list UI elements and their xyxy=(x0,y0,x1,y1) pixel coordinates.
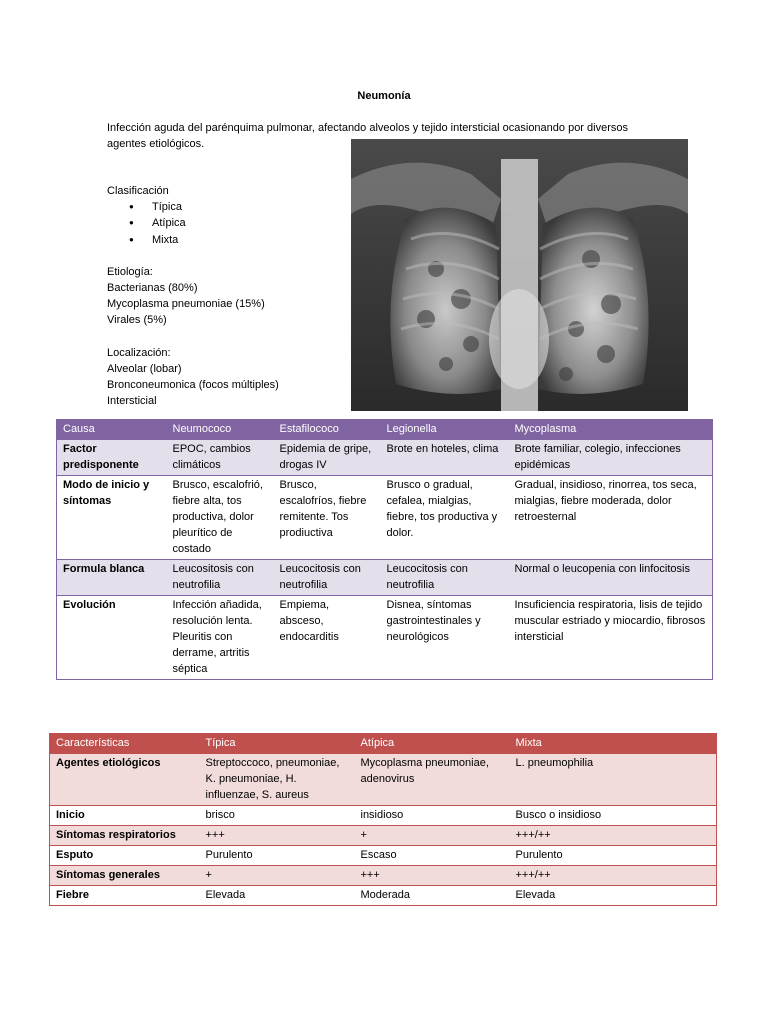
row-header: Síntomas generales xyxy=(50,866,200,886)
localizacion-line: Intersticial xyxy=(107,395,157,408)
localizacion-line: Bronconeumonica (focos múltiples) xyxy=(107,379,279,392)
table-cell: Escaso xyxy=(355,846,510,866)
row-header: Inicio xyxy=(50,806,200,826)
column-header: Causa xyxy=(57,420,167,440)
table-cell: Disnea, síntomas gastrointestinales y neurológicos xyxy=(381,596,509,680)
clasificacion-heading: Clasificación xyxy=(107,185,169,197)
table-cell: Infección añadida, resolución lenta. Pleuritis con derrame, artritis séptica xyxy=(167,596,274,680)
column-header: Neumococo xyxy=(167,420,274,440)
table-row xyxy=(50,886,717,906)
table-cell: Brusco o gradual, cefalea, mialgias, fiebre, tos productiva y dolor. xyxy=(381,476,509,560)
localizacion-heading: Localización: xyxy=(107,346,171,359)
table-cell: + xyxy=(355,826,510,846)
table-cell: Empiema, absceso, endocarditis xyxy=(274,596,381,680)
list-item: ● Típica xyxy=(107,199,352,215)
etiologia-line: Virales (5%) xyxy=(107,314,167,327)
table-cell: +++ xyxy=(355,866,510,886)
etiologia-heading: Etiología: xyxy=(107,265,153,278)
table-cell: Leucocitosis con neutrofilia xyxy=(274,560,381,596)
page-title: Neumonía xyxy=(357,90,411,102)
table-cell: Streptoccoco, pneumoniae, K. pneumoniae, H. influenzae, S. aureus xyxy=(200,754,355,806)
table-row xyxy=(57,596,713,680)
column-header: Mycoplasma xyxy=(509,420,713,440)
row-header: Evolución xyxy=(57,596,167,680)
chest-xray-image xyxy=(351,139,688,411)
table-row xyxy=(57,440,713,476)
localizacion-line: Alveolar (lobar) xyxy=(107,362,182,375)
table-row xyxy=(50,866,717,886)
table-cell: Gradual, insidioso, rinorrea, tos seca, mialgias, fiebre moderada, dolor retroesternal xyxy=(509,476,713,560)
column-header: Típica xyxy=(200,734,355,754)
column-header: Mixta xyxy=(510,734,717,754)
pathogen-comparison-table xyxy=(56,419,713,680)
table-cell: Elevada xyxy=(200,886,355,906)
column-header: Atípica xyxy=(355,734,510,754)
row-header: Factor predisponente xyxy=(57,440,167,476)
column-header: Características xyxy=(50,734,200,754)
table-row xyxy=(50,826,717,846)
column-header: Estafilococo xyxy=(274,420,381,440)
row-header: Formula blanca xyxy=(57,560,167,596)
table-cell: Brusco, escalofríos, fiebre remitente. Tos prodiuctiva xyxy=(274,476,381,560)
table-cell: Brusco, escalofrió, fiebre alta, tos productiva, dolor pleurítico de costado xyxy=(167,476,274,560)
clasificacion-list xyxy=(107,199,352,248)
table-header-row xyxy=(50,734,717,754)
table-cell: Mycoplasma pneumoniae, adenovirus xyxy=(355,754,510,806)
table-cell: Elevada xyxy=(510,886,717,906)
table-row xyxy=(57,560,713,596)
intro-paragraph: Infección aguda del parénquima pulmonar, afectando alveolos y tejido intersticial ocasionando por diversos agentes etiológicos. xyxy=(107,122,628,150)
table-cell: Epidemia de gripe, drogas IV xyxy=(274,440,381,476)
row-header: Agentes etiológicos xyxy=(50,754,200,806)
table-cell: Normal o leucopenia con linfocitosis xyxy=(509,560,713,596)
table-row xyxy=(57,476,713,560)
summary-column xyxy=(107,167,352,409)
table-cell: Purulento xyxy=(510,846,717,866)
table-cell: Busco o insidioso xyxy=(510,806,717,826)
row-header: Esputo xyxy=(50,846,200,866)
table-cell: Brote en hoteles, clima xyxy=(381,440,509,476)
table-cell: Brote familiar, colegio, infecciones epidémicas xyxy=(509,440,713,476)
table-row xyxy=(50,806,717,826)
row-header: Síntomas respiratorios xyxy=(50,826,200,846)
etiologia-line: Bacterianas (80%) xyxy=(107,282,198,295)
row-header: Modo de inicio y síntomas xyxy=(57,476,167,560)
table-cell: brisco xyxy=(200,806,355,826)
table-cell: Leucocitosis con neutrofilia xyxy=(381,560,509,596)
pneumonia-types-table xyxy=(49,733,717,906)
etiologia-line: Mycoplasma pneumoniae (15%) xyxy=(107,298,265,311)
table-cell: +++/++ xyxy=(510,826,717,846)
table-cell: +++/++ xyxy=(510,866,717,886)
table-row xyxy=(50,754,717,806)
table-cell: +++ xyxy=(200,826,355,846)
column-header: Legionella xyxy=(381,420,509,440)
list-item: ● Mixta xyxy=(107,232,352,248)
table-row xyxy=(50,846,717,866)
row-header: Fiebre xyxy=(50,886,200,906)
table-cell: EPOC, cambios climáticos xyxy=(167,440,274,476)
table-header-row xyxy=(57,420,713,440)
table-cell: Purulento xyxy=(200,846,355,866)
table-cell: Insuficiencia respiratoria, lisis de tejido muscular estriado y miocardio, fibrosos intersticial xyxy=(509,596,713,680)
table-cell: Leucositosis con neutrofilia xyxy=(167,560,274,596)
table-cell: Moderada xyxy=(355,886,510,906)
list-item: ● Atípica xyxy=(107,215,352,231)
table-cell: insidioso xyxy=(355,806,510,826)
table-cell: L. pneumophilia xyxy=(510,754,717,806)
table-cell: + xyxy=(200,866,355,886)
